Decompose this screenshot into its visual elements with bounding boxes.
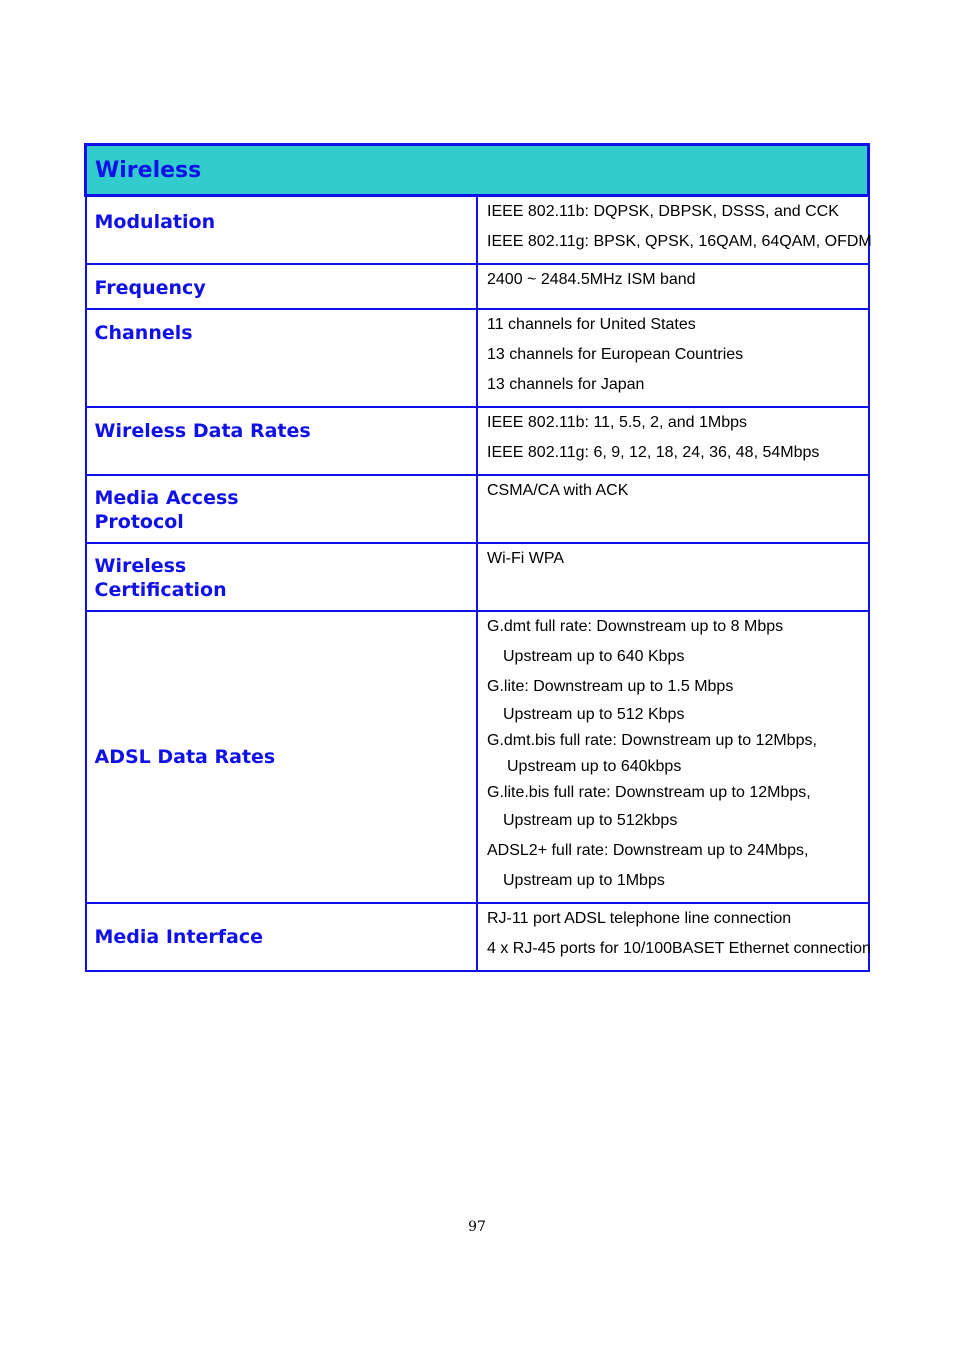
page-number: 97 xyxy=(468,1219,486,1235)
value-line: IEEE 802.11g: BPSK, QPSK, 16QAM, 64QAM, OFDM xyxy=(487,233,872,250)
section-title: Wireless xyxy=(95,157,202,183)
row-label-cell xyxy=(86,264,478,309)
row-value-cell xyxy=(477,309,869,407)
value-line: 11 channels for United States xyxy=(487,316,696,333)
table-row xyxy=(86,543,869,611)
row-value-cell xyxy=(477,611,869,903)
table-row xyxy=(86,903,869,971)
row-label-cell xyxy=(86,611,478,903)
row-value-cell xyxy=(477,407,869,475)
value-line: CSMA/CA with ACK xyxy=(487,482,629,499)
value-line: G.dmt full rate: Downstream up to 8 Mbps xyxy=(487,618,784,635)
row-label-modulation: Modulation xyxy=(94,211,216,233)
row-label-cell xyxy=(86,543,478,611)
value-line: Upstream up to 512kbps xyxy=(503,812,678,829)
value-line: RJ-11 port ADSL telephone line connection xyxy=(487,910,792,927)
table-row xyxy=(86,407,869,475)
value-line: Upstream up to 640 Kbps xyxy=(503,648,685,665)
row-label-adsl-data-rates: ADSL Data Rates xyxy=(94,746,276,768)
value-line: Upstream up to 512 Kbps xyxy=(503,706,685,723)
row-label-certification: Certification xyxy=(94,579,227,601)
row-value-cell xyxy=(477,475,869,543)
row-label-cell xyxy=(86,196,478,265)
value-line: 13 channels for European Countries xyxy=(487,346,744,363)
value-line: Wi-Fi WPA xyxy=(487,550,565,567)
row-label-cell xyxy=(86,407,478,475)
row-label-wireless: Wireless xyxy=(94,555,187,577)
value-line: Upstream up to 1Mbps xyxy=(503,872,665,889)
row-label-cell xyxy=(86,309,478,407)
value-line: 2400 ~ 2484.5MHz ISM band xyxy=(487,271,696,288)
value-line: G.dmt.bis full rate: Downstream up to 12Mbps, xyxy=(487,732,817,749)
table-row xyxy=(86,264,869,309)
value-line: ADSL2+ full rate: Downstream up to 24Mbps, xyxy=(487,842,809,859)
value-line: G.lite.bis full rate: Downstream up to 12Mbps, xyxy=(487,784,811,801)
row-value-cell xyxy=(477,264,869,309)
section-header-cell xyxy=(86,145,869,196)
table-row xyxy=(86,309,869,407)
value-line: 13 channels for Japan xyxy=(487,376,645,393)
value-line: IEEE 802.11g: 6, 9, 12, 18, 24, 36, 48, 54Mbps xyxy=(487,444,820,461)
row-label-cell xyxy=(86,903,478,971)
row-label-media-access: Media Access xyxy=(94,487,239,509)
row-label-cell xyxy=(86,475,478,543)
section-header-row xyxy=(86,145,869,196)
row-label-frequency: Frequency xyxy=(94,277,206,299)
row-label-protocol: Protocol xyxy=(94,511,184,533)
row-label-wireless-data-rates: Wireless Data Rates xyxy=(94,420,311,442)
value-line: Upstream up to 640kbps xyxy=(507,758,682,775)
row-value-cell xyxy=(477,543,869,611)
value-line: G.lite: Downstream up to 1.5 Mbps xyxy=(487,678,734,695)
wireless-spec-table xyxy=(84,143,870,972)
row-value-cell xyxy=(477,196,872,265)
value-line: IEEE 802.11b: 11, 5.5, 2, and 1Mbps xyxy=(487,414,748,431)
value-line: IEEE 802.11b: DQPSK, DBPSK, DSSS, and CCK xyxy=(487,203,839,220)
row-label-media-interface: Media Interface xyxy=(94,926,264,948)
value-line: 4 x RJ-45 ports for 10/100BASET Ethernet connection xyxy=(487,940,871,957)
table-row xyxy=(86,611,869,903)
table-row xyxy=(86,475,869,543)
row-label-channels: Channels xyxy=(94,322,193,344)
row-value-cell xyxy=(477,903,869,971)
table-row xyxy=(86,196,869,265)
